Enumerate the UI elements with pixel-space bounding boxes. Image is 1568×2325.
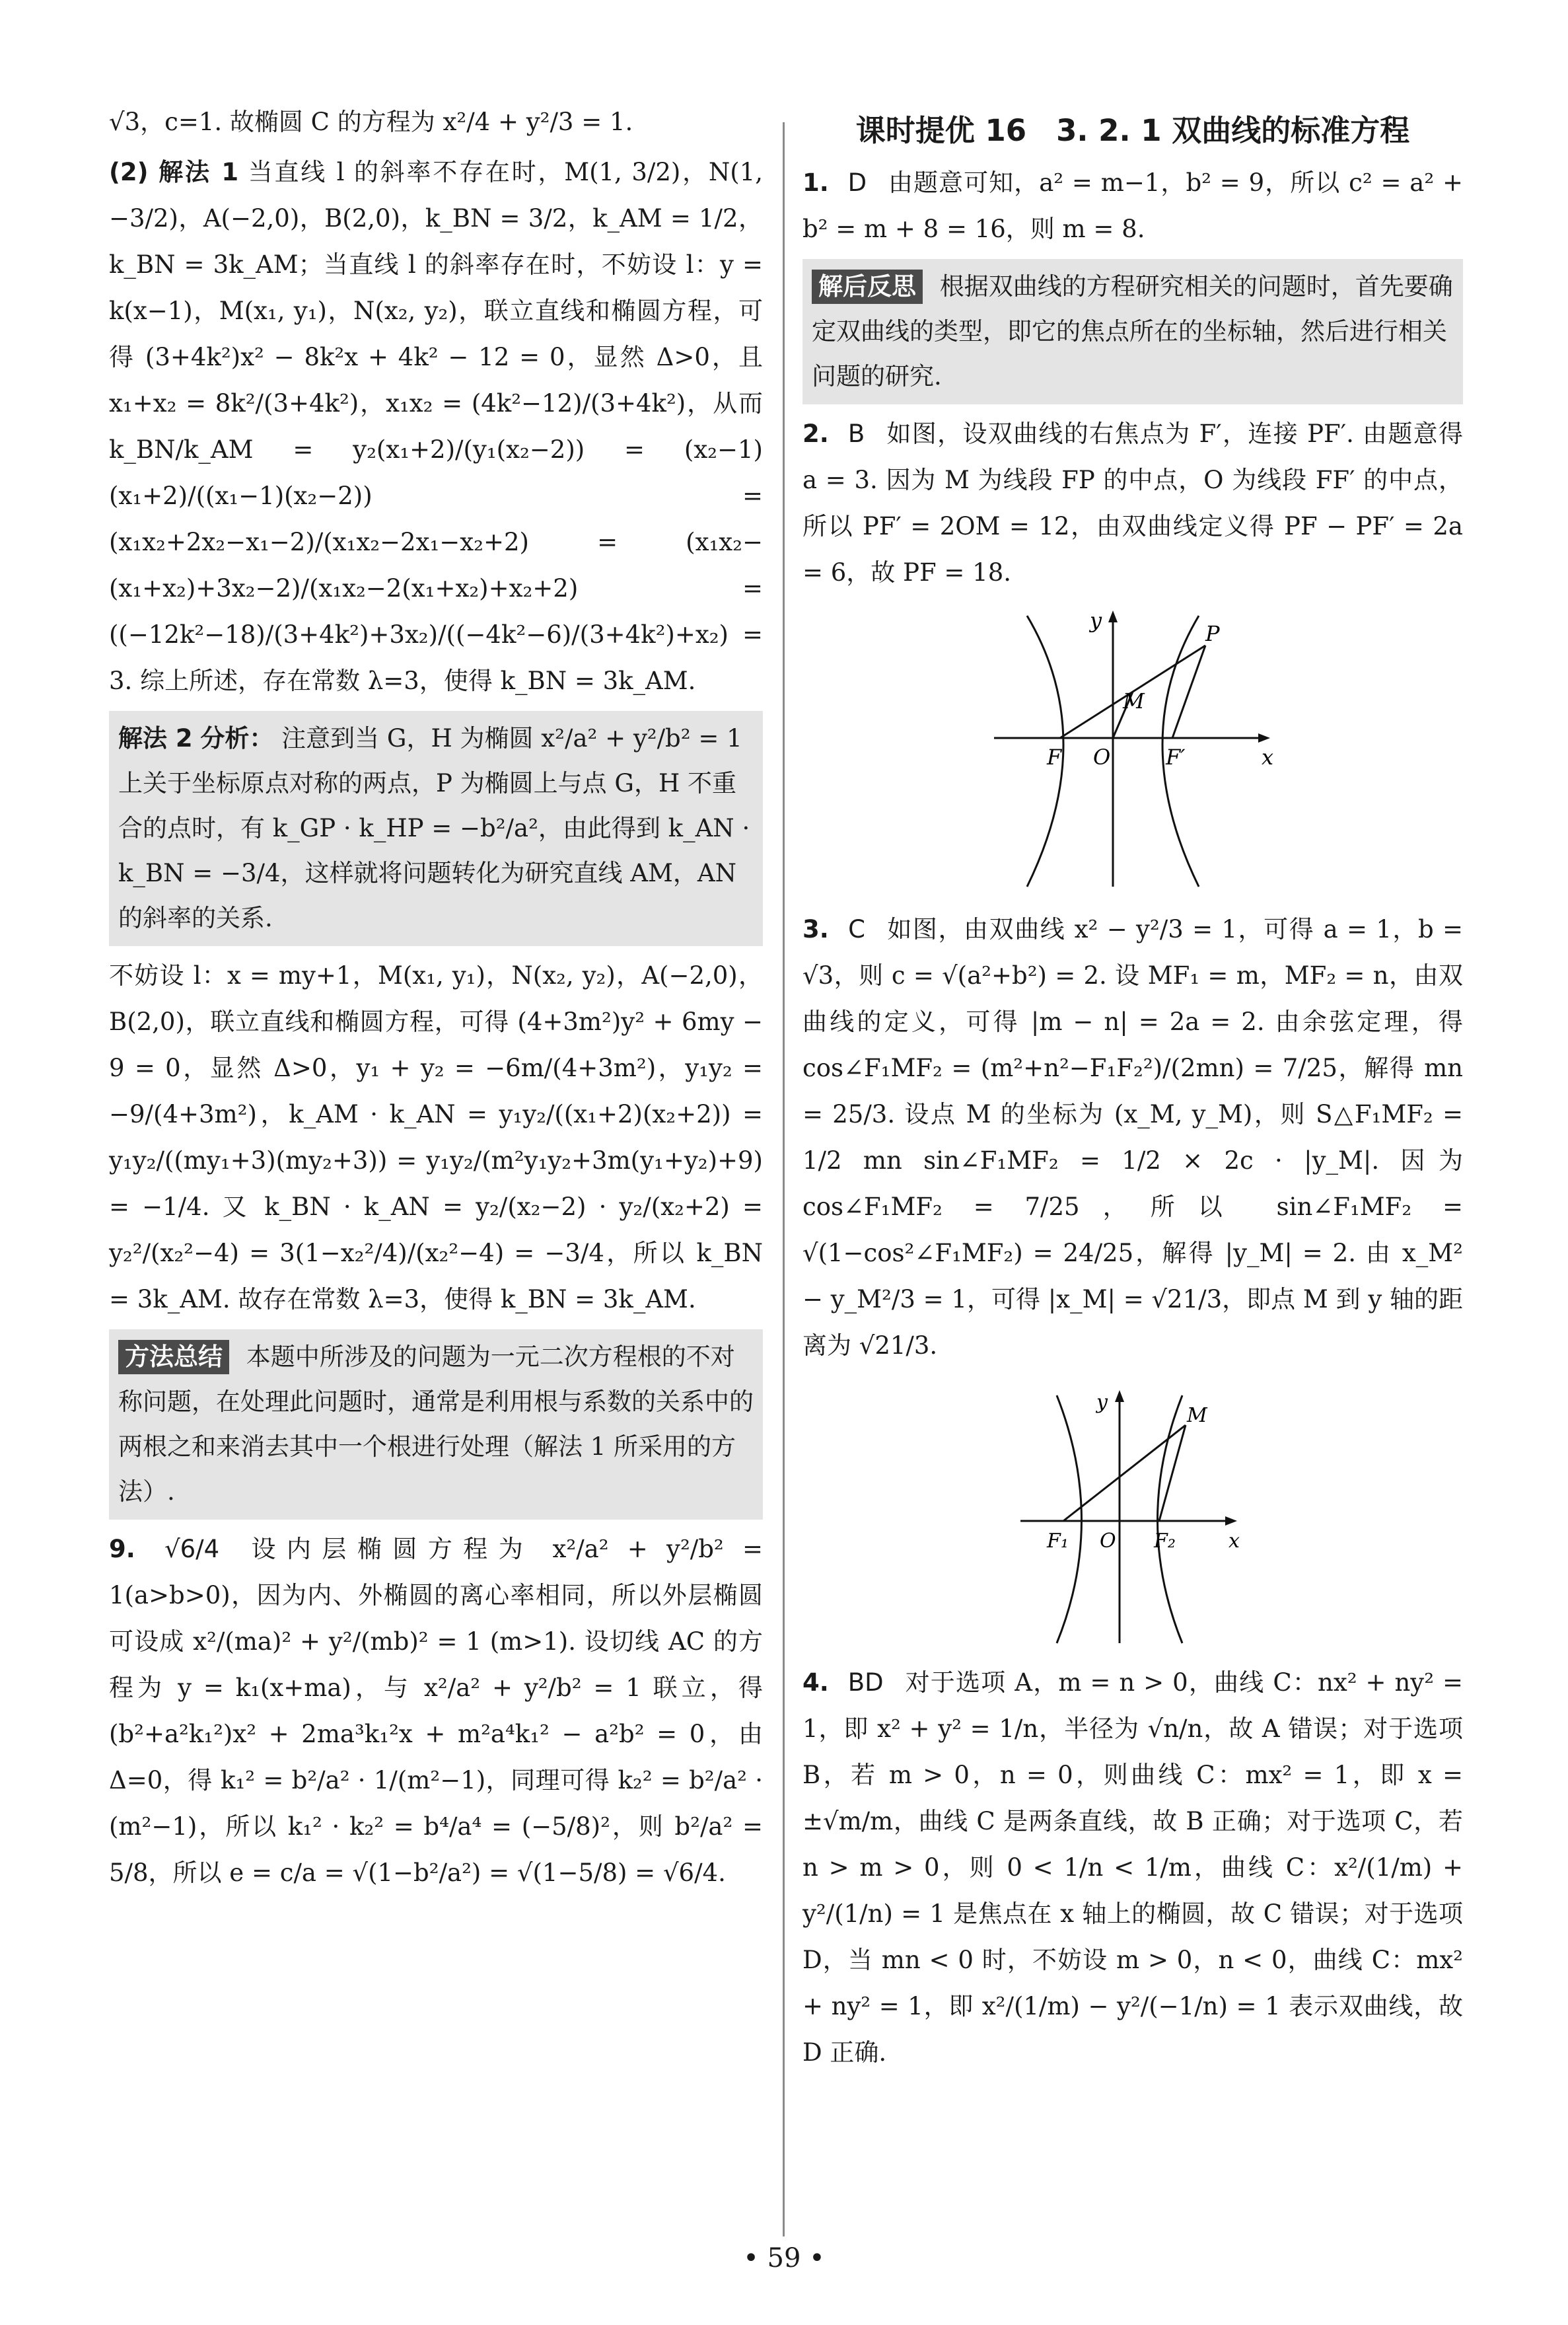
- right-branch: [1158, 1395, 1183, 1643]
- label-y: y: [1090, 609, 1102, 633]
- left-branch: [1057, 1395, 1082, 1643]
- label-P: P: [1205, 621, 1220, 646]
- q4-text: 对于选项 A，m = n > 0，曲线 C：nx² + ny² = 1，即 x² + y² = 1/n，半径为 √n/n，故 A 错误；对于选项 B，若 m > 0，n = 0，则曲线 C：mx² = 1，即 x = ±√m/m，曲线 C 是两条直线，故 B 正确；对于选项 C，若 n > m > 0，则 0 < 1/n < 1/m，曲线 C：x²/(1/m) + y²/(1/n) = 1 是焦点在 x 轴上的椭圆，故 C 错误；对于选项 D，当 mn < 0 时，不妨设 m > 0，n < 0，曲线 C：mx² + ny² = 1，即 x²/(1/m) − y²/(−1/n) = 1 表示双曲线，故 D 正确.: [802, 1668, 1463, 2067]
- solution-2-label: 解法 2: [118, 724, 193, 753]
- label-M: M: [1123, 688, 1145, 714]
- label-M: M: [1187, 1404, 1207, 1427]
- solution-1: [109, 149, 763, 704]
- label-F-prime: F′: [1166, 745, 1186, 770]
- label-x: x: [1229, 1530, 1240, 1553]
- solution-2-text: 不妨设 l：x = my+1，M(x₁, y₁)，N(x₂, y₂)，A(−2,0)，B(2,0)，联立直线和椭圆方程，可得 (4+3m²)y² + 6my − 9 = 0，显然 Δ>0，y₁ + y₂ = −6m/(4+3m²)，y₁y₂ = −9/(4+3m²)，k_AM · k_AN = y₁y₂/((x₁+2)(x₂+2)) = y₁y₂/((my₁+3)(my₂+3)) = y₁y₂/(m²y₁y₂+3m(y₁+y₂)+9) = −1/4. 又 k_BN · k_AN = y₂/(x₂−2) · y₂/(x₂+2) = y₂²/(x₂²−4) = 3(1−x₂²/4)/(x₂²−4) = −3/4，所以 k_BN = 3k_AM. 故存在常数 λ=3，使得 k_BN = 3k_AM.: [109, 961, 763, 1313]
- reflection-text: 根据双曲线的方程研究相关的问题时，首先要确定双曲线的类型，即它的焦点所在的坐标轴，然后进行相关问题的研究.: [812, 272, 1453, 390]
- method-summary-box: [109, 1329, 763, 1520]
- page-number: • 59 •: [743, 2243, 825, 2273]
- q1-answer: D: [847, 168, 867, 197]
- q9-number: 9.: [109, 1535, 135, 1563]
- q9-text: 设内层椭圆方程为 x²/a² + y²/b² = 1(a>b>0)，因为内、外椭圆的离心率相同，所以外层椭圆可设成 x²/(ma)² + y²/(mb)² = 1 (m>1). 设切线 AC 的方程为 y = k₁(x+ma)，与 x²/a² + y²/b² = 1 联立，得 (b²+a²k₁²)x² + 2ma³k₁²x + m²a⁴k₁² − a²b² = 0，由 Δ=0，得 k₁² = b²/a² · 1/(m²−1)，同理可得 k₂² = b²/a² · (m²−1)，所以 k₁² · k₂² = b⁴/a⁴ = (−5/8)²，则 b²/a² = 5/8，所以 e = c/a = √(1−b²/a²) = √(1−5/8) = √6/4.: [109, 1535, 764, 1887]
- segment-F1M: [1063, 1425, 1186, 1521]
- q3-number: 3.: [802, 915, 829, 943]
- q9-answer: √6/4: [164, 1535, 220, 1563]
- y-axis-arrow: [1115, 1390, 1124, 1402]
- line-1: √3，c=1. 故椭圆 C 的方程为 x²/4 + y²/3 = 1.: [109, 108, 633, 136]
- solution-1-label: (2) 解法 1: [109, 158, 239, 186]
- reflection-tag: 解后反思: [812, 270, 923, 304]
- section-title: 课时提优 16 3. 2. 1 双曲线的标准方程: [855, 113, 1410, 148]
- question-4: [802, 1660, 1463, 2076]
- segment-MF2: [1159, 1425, 1186, 1521]
- reflection-box: [802, 259, 1463, 404]
- method-summary-tag: 方法总结: [118, 1340, 229, 1374]
- label-y: y: [1096, 1391, 1108, 1414]
- q1-text: 由题意可知，a² = m−1，b² = 9，所以 c² = a² + b² = m + 8 = 16，则 m = 8.: [802, 168, 1463, 243]
- q2-text: 如图，设双曲线的右焦点为 F′，连接 PF′. 由题意得 a = 3. 因为 M 为线段 FP 的中点，O 为线段 FF′ 的中点，所以 PF′ = 2OM = 12，由双曲线定义得 PF − PF′ = 2a = 6，故 PF = 18.: [802, 420, 1463, 587]
- question-9: [109, 1526, 763, 1896]
- question-1: [802, 160, 1463, 252]
- q2-answer: B: [847, 420, 865, 448]
- solution-2-analysis-box: [109, 711, 763, 946]
- x-axis-arrow: [1258, 733, 1270, 743]
- label-F: F: [1047, 745, 1062, 770]
- hyperbola-figure-2: [1007, 1382, 1258, 1646]
- question-2: [802, 411, 1463, 596]
- q4-answer: BD: [847, 1668, 884, 1697]
- analysis-text: 注意到当 G，H 为椭圆 x²/a² + y²/b² = 1 上关于坐标原点对称的两点，P 为椭圆上与点 G，H 不重合的点时，有 k_GP · k_HP = −b²/a²，由此得到 k_AN · k_BN = −3/4，这样就将问题转化为研究直线 AM，AN 的斜率的关系.: [118, 724, 750, 932]
- q1-number: 1.: [802, 168, 829, 197]
- y-axis-arrow: [1108, 610, 1118, 622]
- q4-number: 4.: [802, 1668, 829, 1697]
- q3-text: 如图，由双曲线 x² − y²/3 = 1，可得 a = 1，b = √3，则 c = √(a²+b²) = 2. 设 MF₁ = m，MF₂ = n，由双曲线的定义，可得 |m − n| = 2a = 2. 由余弦定理，得 cos∠F₁MF₂ = (m²+n²−F₁F₂²)/(2mn) = 7/25，解得 mn = 25/3. 设点 M 的坐标为 (x_M, y_M)，则 S△F₁MF₂ = 1/2 mn sin∠F₁MF₂ = 1/2 × 2c · |y_M|. 因为 cos∠F₁MF₂ = 7/25，所以 sin∠F₁MF₂ = √(1−cos²∠F₁MF₂) = 24/25，解得 |y_M| = 2. 由 x_M² − y_M²/3 = 1，可得 |x_M| = √21/3，即点 M 到 y 轴的距离为 √21/3.: [802, 915, 1464, 1360]
- left-column: [109, 99, 763, 1900]
- label-F1: F₁: [1047, 1530, 1069, 1553]
- question-3: [802, 906, 1463, 1369]
- method-summary-text: 本题中所涉及的问题为一元二次方程根的不对称问题，在处理此问题时，通常是利用根与系数的关系中的两根之和来消去其中一个根进行处理（解法 1 所采用的方法）.: [118, 1343, 754, 1506]
- label-O: O: [1093, 745, 1111, 770]
- q3-answer: C: [848, 915, 865, 943]
- x-axis-arrow: [1225, 1516, 1237, 1526]
- label-F2: F₂: [1154, 1530, 1176, 1553]
- label-O: O: [1100, 1530, 1116, 1553]
- right-column: [802, 99, 1463, 2080]
- hyperbola-figure-1: [981, 609, 1285, 893]
- analysis-label: 分析：: [200, 724, 274, 753]
- label-x: x: [1262, 745, 1274, 770]
- column-divider: [783, 122, 785, 2236]
- solution-1-text: 当直线 l 的斜率不存在时，M(1, 3/2)，N(1, −3/2)，A(−2,0)，B(2,0)，k_BN = 3/2，k_AM = 1/2，k_BN = 3k_AM；当直线 l 的斜率存在时，不妨设 l：y = k(x−1)，M(x₁, y₁)，N(x₂, y₂)，联立直线和椭圆方程，可得 (3+4k²)x² − 8k²x + 4k² − 12 = 0，显然 Δ>0，且 x₁+x₂ = 8k²/(3+4k²)，x₁x₂ = (4k²−12)/(3+4k²)，从而 k_BN/k_AM = y₂(x₁+2)/(y₁(x₂−2)) = (x₂−1)(x₁+2)/((x₁−1)(x₂−2)) = (x₁x₂+2x₂−x₁−2)/(x₁x₂−2x₁−x₂+2) = (x₁x₂−(x₁+x₂)+3x₂−2)/(x₁x₂−2(x₁+x₂)+x₂+2) = ((−12k²−18)/(3+4k²)+3x₂)/((−4k²−6)/(3+4k²)+x₂) = 3. 综上所述，存在常数 λ=3，使得 k_BN = 3k_AM.: [109, 158, 763, 695]
- q2-number: 2.: [802, 420, 829, 448]
